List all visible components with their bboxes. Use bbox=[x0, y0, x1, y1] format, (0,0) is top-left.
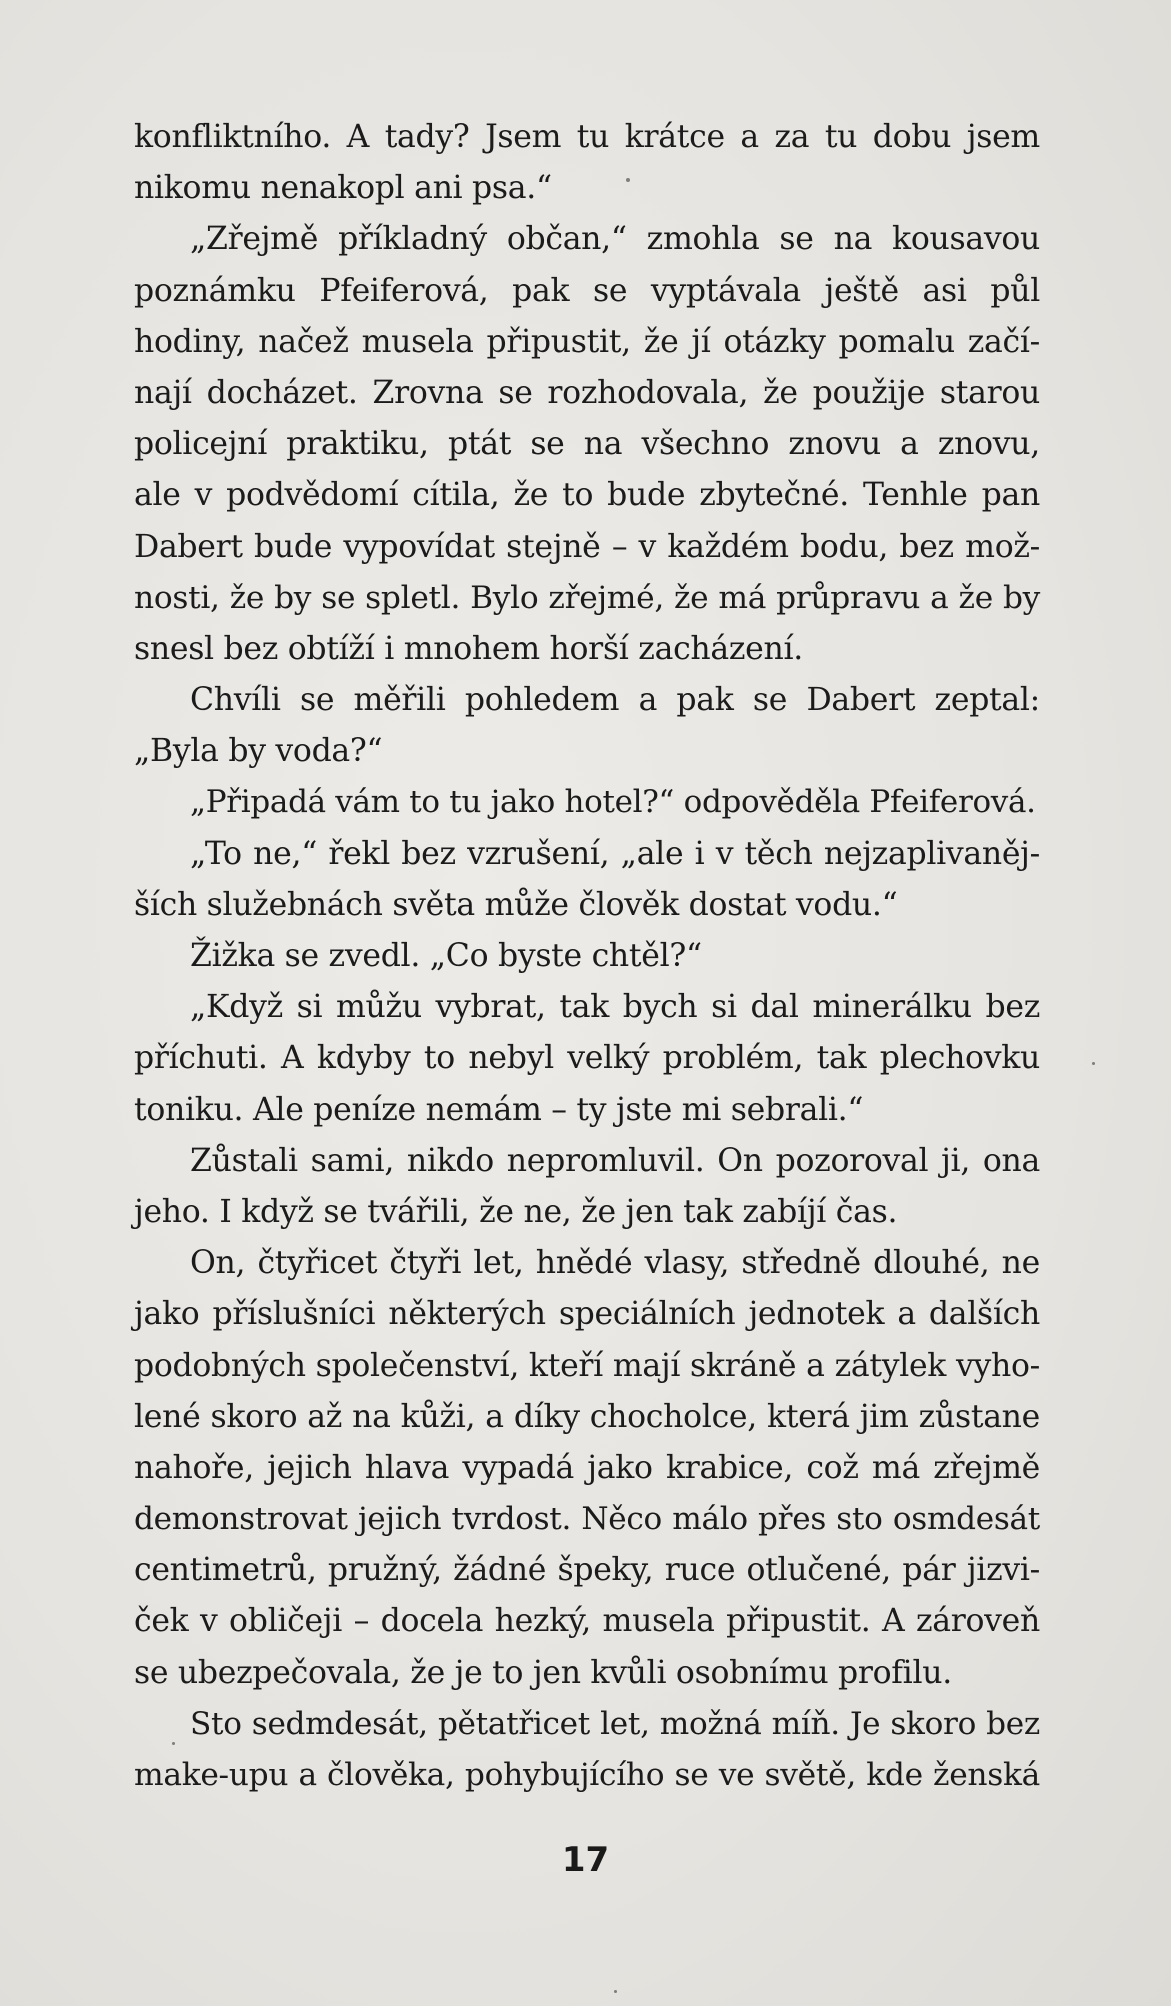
text-line: ších služebnách světa může člověk dostat vodu.“ bbox=[134, 886, 898, 923]
paper-speck bbox=[626, 178, 630, 182]
text-line: nikomu nenakopl ani psa.“ bbox=[134, 170, 552, 207]
text-line: poznámku Pfeiferová, pak se vyptávala ještě asi půl bbox=[134, 272, 1040, 309]
text-line: lené skoro až na kůži, a díky chocholce, která jim zůstane bbox=[134, 1398, 1040, 1435]
text-line: make-upu a člověka, pohybujícího se ve světě, kde ženská bbox=[134, 1757, 1040, 1793]
text-line: On, čtyřicet čtyři let, hnědé vlasy, středně dlouhé, ne bbox=[190, 1245, 1040, 1282]
text-line: ale v podvědomí cítila, že to bude zbytečné. Tenhle pan bbox=[134, 477, 1040, 514]
text-line: „Když si můžu vybrat, tak bych si dal minerálku bez bbox=[190, 989, 1040, 1026]
text-line: „Byla by voda?“ bbox=[134, 733, 383, 770]
text-line: „Zřejmě příkladný občan,“ zmohla se na kousavou bbox=[190, 221, 1040, 258]
text-line: konfliktního. A tady? Jsem tu krátce a za tu dobu jsem bbox=[134, 119, 1040, 155]
text-line: policejní praktiku, ptát se na všechno znovu a znovu, bbox=[134, 426, 1040, 463]
body-text bbox=[134, 112, 1040, 1801]
text-line: demonstrovat jejich tvrdost. Něco málo přes sto osmdesát bbox=[134, 1501, 1040, 1538]
text-line: toniku. Ale peníze nemám – ty jste mi sebrali.“ bbox=[134, 1091, 864, 1128]
text-line: nají docházet. Zrovna se rozhodovala, že použije starou bbox=[134, 374, 1040, 411]
text-line: jako příslušníci některých speciálních jednotek a dalších bbox=[134, 1296, 1040, 1333]
text-line: Dabert bude vypovídat stejně – v každém bodu, bez mož- bbox=[134, 528, 1040, 565]
paper-speck bbox=[172, 1742, 175, 1745]
text-line: jeho. I když se tvářili, že ne, že jen tak zabíjí čas. bbox=[134, 1193, 898, 1230]
text-line: Chvíli se měřili pohledem a pak se Dabert zeptal: bbox=[190, 682, 1040, 719]
text-line: Žižka se zvedl. „Co byste chtěl?“ bbox=[190, 938, 702, 974]
text-line: se ubezpečovala, že je to jen kvůli osobnímu profilu. bbox=[134, 1654, 952, 1691]
text-line: „To ne,“ řekl bez vzrušení, „ale i v těch nejzaplivaněj- bbox=[190, 835, 1040, 872]
text-line: podobných společenství, kteří mají skráně a zátylek vyho- bbox=[134, 1347, 1040, 1384]
paper-speck bbox=[1092, 1062, 1095, 1065]
text-line: Zůstali sami, nikdo nepromluvil. On pozoroval ji, ona bbox=[190, 1142, 1040, 1179]
text-line: příchuti. A kdyby to nebyl velký problém, tak plechovku bbox=[134, 1040, 1040, 1077]
text-line: ček v obličeji – docela hezký, musela připustit. A zároveň bbox=[134, 1603, 1040, 1640]
text-line: nosti, že by se spletl. Bylo zřejmé, že má průpravu a že by bbox=[134, 579, 1040, 616]
paper-speck bbox=[614, 1990, 617, 1993]
text-line: centimetrů, pružný, žádné špeky, ruce otlučené, pár jizvi- bbox=[134, 1552, 1040, 1589]
text-line: hodiny, načež musela připustit, že jí otázky pomalu začí- bbox=[134, 323, 1040, 360]
text-line: snesl bez obtíží i mnohem horší zacházení. bbox=[134, 630, 803, 667]
text-line: Sto sedmdesát, pětatřicet let, možná míň. Je skoro bez bbox=[190, 1705, 1040, 1742]
text-line: „Připadá vám to tu jako hotel?“ odpověděla Pfeiferová. bbox=[190, 784, 1036, 821]
page-number: 17 bbox=[561, 1840, 610, 1880]
text-line: nahoře, jejich hlava vypadá jako krabice, což má zřejmě bbox=[134, 1449, 1040, 1486]
